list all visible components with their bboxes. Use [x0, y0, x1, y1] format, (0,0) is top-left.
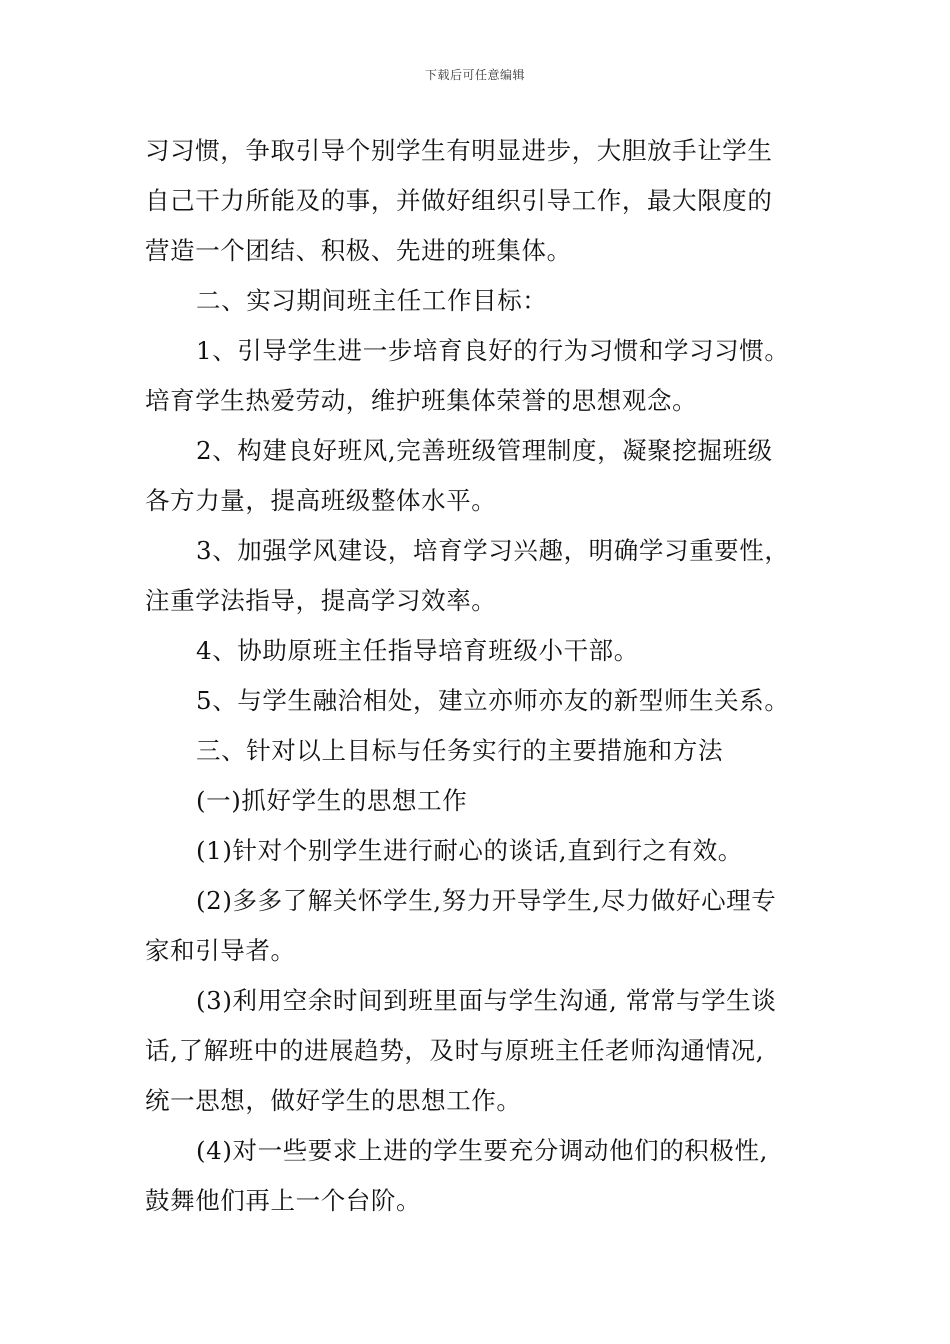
- text-line: 统一思想，做好学生的思想工作。: [145, 1086, 522, 1115]
- section-heading: 二、实习期间班主任工作目标：: [196, 286, 548, 315]
- text-line: 1、引导学生进一步培育良好的行为习惯和学习习惯。: [196, 336, 790, 365]
- text-line: (1)针对个别学生进行耐心的谈话,直到行之有效。: [196, 836, 743, 865]
- text-line: 注重学法指导，提高学习效率。: [145, 586, 497, 615]
- text-line: 2、构建良好班风,完善班级管理制度，凝聚挖掘班级: [196, 436, 773, 465]
- page-header-note: 下载后可任意编辑: [424, 68, 525, 82]
- text-line: 话,了解班中的进展趋势，及时与原班主任老师沟通情况,: [145, 1036, 765, 1065]
- text-line: (4)对一些要求上进的学生要充分调动他们的积极性,: [196, 1136, 768, 1165]
- section-heading: 三、针对以上目标与任务实行的主要措施和方法: [196, 736, 724, 765]
- text-line: (3)利用空余时间到班里面与学生沟通, 常常与学生谈: [196, 986, 777, 1015]
- text-line: (2)多多了解关怀学生,努力开导学生,尽力做好心理专: [196, 886, 777, 915]
- text-line: 鼓舞他们再上一个台阶。: [145, 1186, 422, 1215]
- text-line: 5、与学生融洽相处，建立亦师亦友的新型师生关系。: [196, 686, 790, 715]
- text-line: 习习惯，争取引导个别学生有明显进步，大胆放手让学生: [145, 136, 773, 165]
- text-line: 自己干力所能及的事，并做好组织引导工作，最大限度的: [145, 186, 773, 215]
- subsection-heading: (一)抓好学生的思想工作: [196, 786, 468, 815]
- text-line: 培育学生热爱劳动，维护班集体荣誉的思想观念。: [145, 386, 698, 415]
- text-line: 各方力量，提高班级整体水平。: [145, 486, 497, 515]
- text-line: 4、协助原班主任指导培育班级小干部。: [196, 636, 639, 665]
- text-line: 家和引导者。: [145, 936, 296, 965]
- text-line: 营造一个团结、积极、先进的班集体。: [145, 236, 572, 265]
- text-line: 3、加强学风建设，培育学习兴趣，明确学习重要性，: [196, 536, 790, 565]
